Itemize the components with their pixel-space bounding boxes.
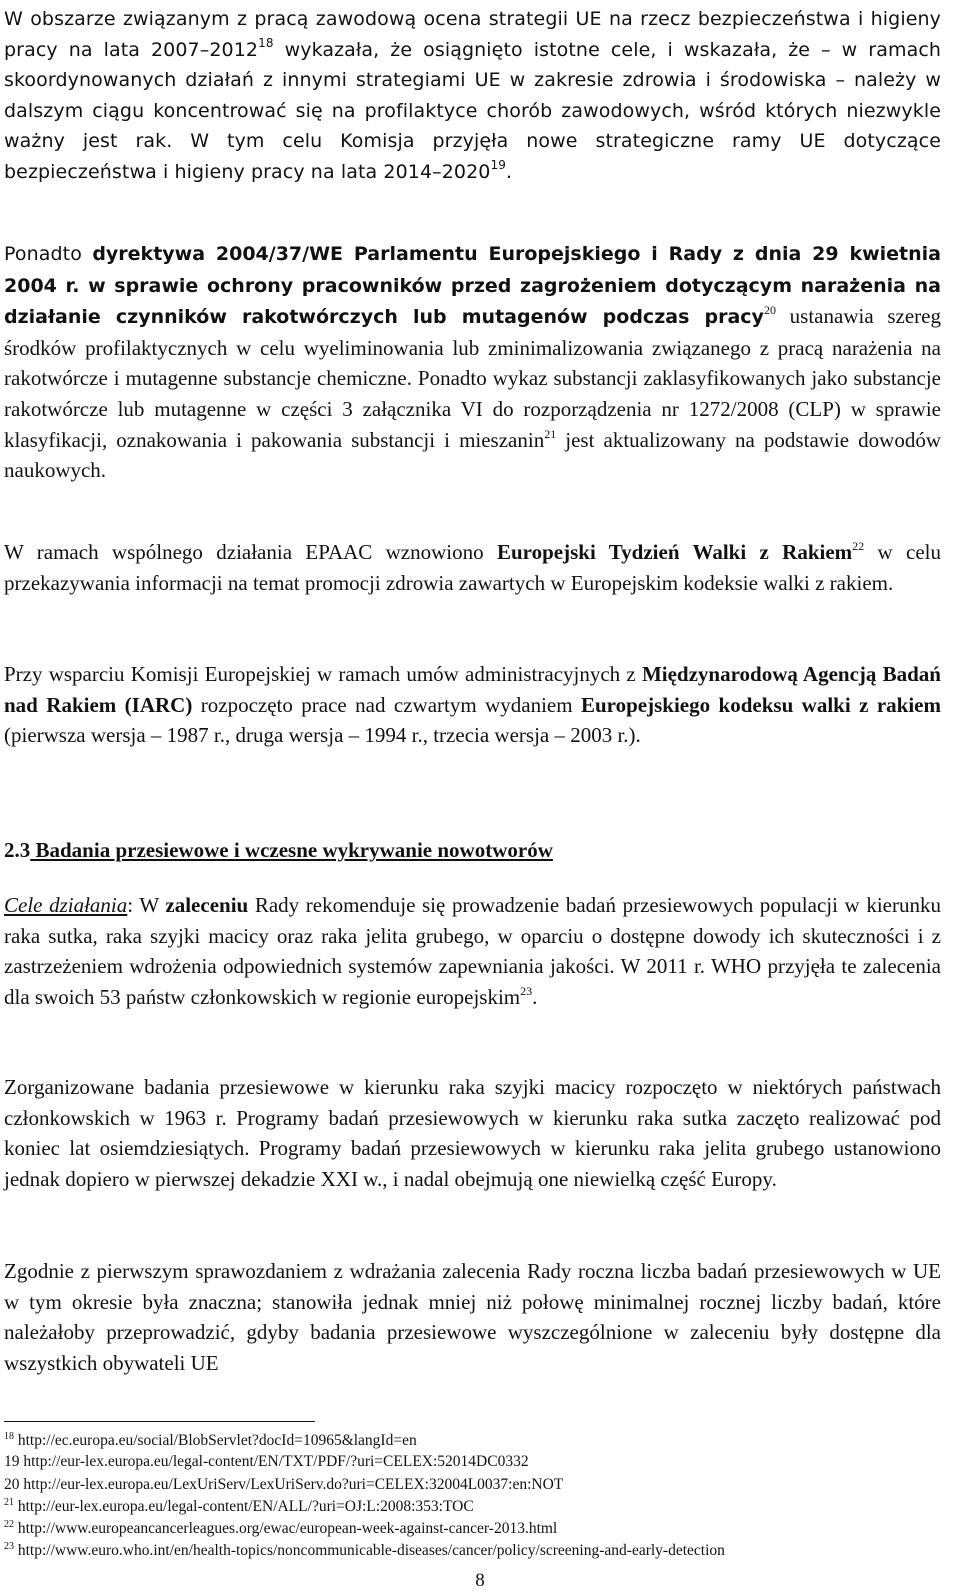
p4-iarc: Międzynarodową Agencją Badań nad Rakiem (IARC) — [4, 662, 941, 717]
p2-text-c: ustanawia szereg środków profilaktycznych w celu wyeliminowania lub zminimalizowania związanego z pracą narażenia na rakotwórcze i mutagenne substancje chemiczne. Ponadto wykaz substancji zaklasyfikowanych jako substancje rakotwórcze lub mutagenne w części 3 załącznika VI do rozporządzenia nr 1272/2008 (CLP) w sprawie klasyfikacji, oznakowania i pakowania substancji i mieszanin — [4, 304, 941, 452]
page-number: 8 — [475, 1570, 485, 1591]
footnote-23 — [4, 1541, 725, 1560]
p1-text-d: . — [505, 160, 513, 183]
footnote-number: 22 — [4, 1519, 14, 1530]
footnote-link[interactable]: http://ec.europa.eu/social/BlobServlet?docId=10965&langId=en — [17, 1432, 417, 1449]
footnote-separator — [4, 1421, 315, 1422]
footnote-21 — [4, 1497, 474, 1516]
footnote-link[interactable]: http://www.euro.who.int/en/health-topics/noncommunicable-diseases/cancer/policy/screening-and-early-detection — [17, 1542, 725, 1559]
paragraph-1 — [4, 4, 941, 188]
p2-text-a: Ponadto — [4, 243, 93, 265]
footnote-ref-20[interactable]: 20 — [763, 303, 776, 318]
paragraph-5 — [4, 890, 941, 1012]
p4-text-e: (pierwsza wersja – 1987 r., druga wersja – 1994 r., trzecia wersja – 2003 r.). — [4, 723, 641, 748]
p4-text-a: Przy wsparciu Komisji Europejskiej w ramach umów administracyjnych z — [4, 662, 642, 686]
paragraph-4 — [4, 659, 941, 751]
footnote-ref-21[interactable]: 21 — [544, 426, 557, 441]
footnote-link[interactable]: http://www.europeancancerleagues.org/ewac/european-week-against-cancer-2013.html — [17, 1520, 558, 1537]
p3-text-a: W ramach wspólnego działania EPAAC wznowiono — [4, 540, 497, 564]
p4-text-c: rozpoczęto prace nad czwartym wydaniem — [192, 692, 581, 717]
p2-text-d: jest aktualizowany na podstawie dowodów naukowych. — [4, 427, 941, 483]
footnote-link[interactable]: http://eur-lex.europa.eu/legal-content/EN/ALL/?uri=OJ:L:2008:353:TOC — [17, 1498, 474, 1515]
p5-recommendation: zaleceniu — [165, 893, 249, 917]
footnote-number: 23 — [4, 1541, 14, 1552]
p1-text-c: W tym celu Komisja przyjęła nowe strategiczne ramy UE dotyczące bezpieczeństwa i higieny pracy na lata 2014–2020 — [4, 130, 941, 183]
footnote-link[interactable]: http://eur-lex.europa.eu/legal-content/EN/TXT/PDF/?uri=CELEX:52014DC0332 — [23, 1453, 529, 1470]
footnote-ref-18[interactable]: 18 — [258, 35, 274, 50]
p5-label: Cele działania — [4, 893, 128, 917]
section-heading-2-3 — [4, 835, 553, 865]
footnote-number: 20 — [4, 1476, 20, 1493]
p3-week-title: Europejski Tydzień Walki z Rakiem — [496, 540, 853, 564]
paragraph-2 — [4, 238, 941, 486]
p5-text-e: . — [532, 984, 538, 1009]
p4-code-title: Europejskiego kodeksu walki z rakiem — [581, 692, 941, 717]
footnote-link[interactable]: http://eur-lex.europa.eu/LexUriServ/LexUriServ.do?uri=CELEX:32004L0037:en:NOT — [23, 1476, 564, 1493]
footnote-ref-23[interactable]: 23 — [520, 983, 533, 998]
footnote-number: 18 — [4, 1431, 14, 1442]
footnote-ref-22[interactable]: 22 — [852, 539, 865, 553]
footnote-22 — [4, 1519, 557, 1538]
paragraph-6: Zorganizowane badania przesiewowe w kierunku raka szyjki macicy rozpoczęto w niektórych państwach członkowskich w 1963 r. Programy badań przesiewowych w kierunku raka sutka zaczęto realizować pod koniec lat osiemdziesiątych. Programy badań przesiewowych w kierunku raka jelita grubego ustanowiono jednak dopiero w pierwszej dekadzie XXI w., i nadal obejmują one niewielką część Europy. — [4, 1075, 941, 1191]
footnote-20 — [4, 1475, 563, 1494]
paragraph-7: Zgodnie z pierwszym sprawozdaniem z wdrażania zalecenia Rady roczna liczba badań przesiewowych w UE w tym okresie była znaczna; stanowiła jednak mniej niż połowę minimalnej rocznej liczby badań, które należałoby przeprowadzić, gdyby badania przesiewowe wyszczególnione w zaleceniu były dostępne dla wszystkich obywateli UE — [4, 1259, 941, 1375]
paragraph-3 — [4, 537, 941, 598]
p5-text-b: : W — [127, 893, 166, 917]
p2-directive-title: dyrektywa 2004/37/WE Parlamentu Europejskiego i Rady z dnia 29 kwietnia 2004 r. w sprawie ochrony pracowników przed zagrożeniem dotyczącym narażenia na działanie czynników rakotwórczych lub mutagenów podczas pracy — [4, 243, 941, 329]
section-title: Badania przesiewowe i wczesne wykrywanie nowotworów — [30, 838, 553, 862]
p1-text-a: W obszarze związanym z pracą zawodową ocena strategii UE na rzecz bezpieczeństwa i higieny pracy na lata 2007–2012 — [4, 8, 941, 61]
p1-text-b: wykazała, że osiągnięto istotne cele, i wskazała, że – w ramach skoordynowanych działań z innymi strategiami UE w zakresie zdrowia i środowiska – należy w dalszym ciągu koncentrować się na profilaktyce chorób zawodowych, wśród których niezwykle ważny jest rak. — [4, 38, 942, 153]
footnote-ref-19[interactable]: 19 — [490, 157, 506, 172]
footnote-18 — [4, 1431, 417, 1450]
footnote-number: 21 — [4, 1497, 14, 1508]
section-number: 2.3 — [4, 838, 31, 862]
footnote-number: 19 — [4, 1453, 20, 1470]
footnote-19 — [4, 1452, 529, 1471]
p3-text-c: w celu przekazywania informacji na temat promocji zdrowia zawartych w Europejskim kodeksie walki z rakiem. — [4, 540, 941, 595]
p5-text-d: Rady rekomenduje się prowadzenie badań przesiewowych populacji w kierunku raka sutka, raka szyjki macicy oraz raka jelita grubego, w oparciu o dostępne dowody ich skuteczności i z zastrzeżeniem wdrożenia odpowiednich systemów zapewniania jakości. W 2011 r. WHO przyjęła te zalecenia dla swoich 53 państw członkowskich w regionie europejskim — [4, 893, 941, 1009]
